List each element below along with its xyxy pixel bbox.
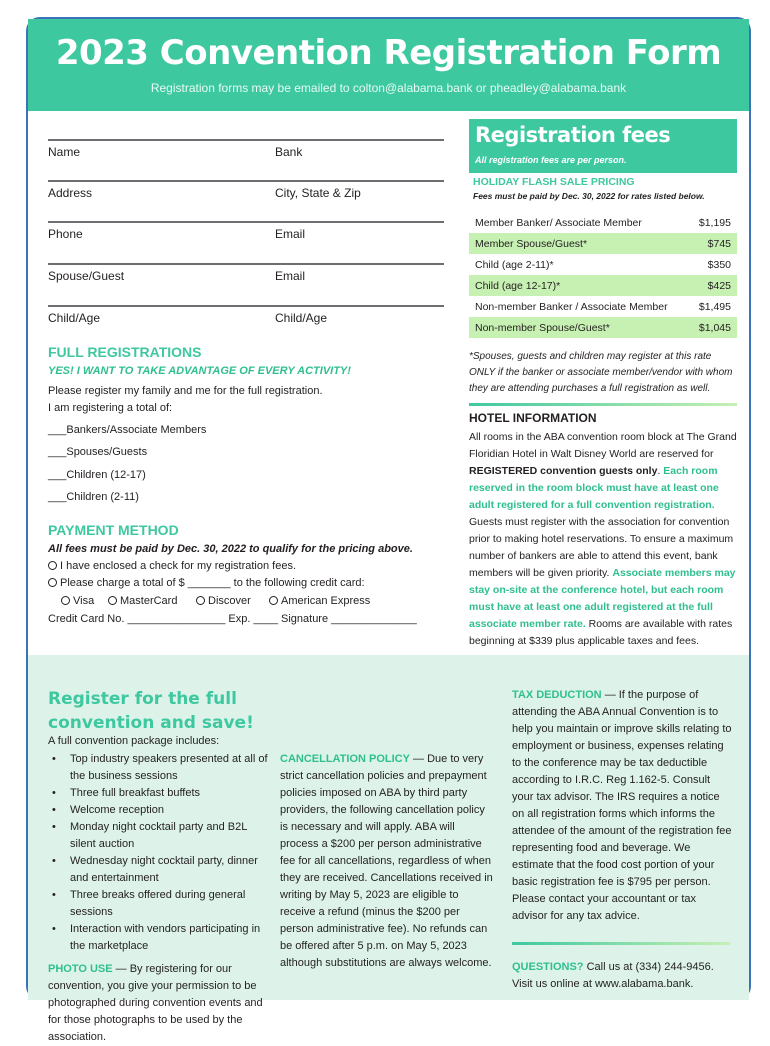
list-item: • Interaction with vendors participating in the marketplace	[48, 921, 270, 955]
header-banner	[28, 19, 749, 111]
children-12-17-count-field[interactable]: ___Children (12-17)	[48, 469, 146, 481]
cancellation-label: CANCELLATION POLICY	[280, 753, 410, 765]
divider	[469, 403, 737, 406]
fee-price: $1,045	[698, 321, 731, 334]
table-row	[469, 296, 737, 317]
fee-price: $1,195	[698, 216, 731, 229]
hotel-text-4: Each room reserved in the room block must have at least one adult registered for a full convention registration.	[469, 465, 719, 511]
field-line	[48, 139, 444, 141]
cancellation-body: — Due to very strict cancellation policies and prepayment policies imposed on ABA by third party providers, the following cancellation policy is necessary and will apply. ABA will process a $200 per person administrative fee for all cancellations, regardless of when they are received. Cancellations received in writing by May 5, 2023 are eligible to receive a refund (minus the $200 per person administrative fee). No refunds can be offered after 5 p.m. on May 5, 2023 although substitutions are always welcome.	[280, 753, 493, 969]
fee-label: Child (age 12-17)*	[475, 279, 561, 292]
field-line	[48, 263, 444, 265]
list-item: • Monday night cocktail party and B2L silent auction	[48, 819, 270, 853]
sale-heading: HOLIDAY FLASH SALE PRICING	[473, 176, 635, 188]
check-option[interactable]	[48, 558, 296, 575]
phone-field[interactable]: Phone	[48, 227, 83, 241]
hotel-text-3: .	[657, 465, 664, 477]
hotel-text-7: Rooms are available with rates beginning at $339 plus applicable taxes and fees.	[469, 618, 733, 647]
questions-text	[512, 959, 727, 993]
card-option[interactable]	[48, 575, 365, 592]
hotel-text	[469, 429, 739, 650]
radio-icon	[48, 578, 57, 587]
fee-label: Child (age 2-11)*	[475, 258, 554, 271]
child-age-field-2[interactable]: Child/Age	[275, 311, 328, 325]
mastercard-label: MasterCard	[120, 595, 178, 607]
hotel-text-2: REGISTERED convention guests only	[469, 465, 658, 477]
fee-price: $745	[707, 237, 731, 250]
hotel-text-5: Guests must register with the association for convention prior to making hotel reservations. To ensure a maximum number of bankers are able to attend this event, bank members will be given priority.	[469, 516, 734, 579]
name-field[interactable]: Name	[48, 145, 81, 159]
fee-price: $350	[707, 258, 731, 271]
payment-note: All fees must be paid by Dec. 30, 2022 to qualify for the pricing above.	[48, 543, 413, 555]
visa-label: Visa	[73, 595, 95, 607]
credit-card-line[interactable]: Credit Card No. ________________ Exp. ____ Signature ______________	[48, 613, 417, 625]
check-option-label: I have enclosed a check for my registration fees.	[60, 560, 297, 572]
questions-body: Call us at (334) 244-9456. Visit us online at www.alabama.bank.	[512, 961, 714, 990]
fee-label: Member Banker/ Associate Member	[475, 216, 642, 229]
field-line	[48, 221, 444, 223]
page-subtitle: Registration forms may be emailed to colton@alabama.bank or pheadley@alabama.bank	[150, 81, 627, 95]
photo-use-text	[48, 961, 266, 1046]
bankers-count-field[interactable]: ___Bankers/Associate Members	[48, 424, 207, 436]
full-registrations-tagline: YES! I WANT TO TAKE ADVANTAGE OF EVERY ACTIVITY!	[48, 365, 351, 377]
guest-email-field[interactable]: Email	[275, 269, 306, 283]
fees-table	[469, 212, 737, 338]
sale-note: Fees must be paid by Dec. 30, 2022 for rates listed below.	[473, 191, 705, 201]
full-registrations-heading: FULL REGISTRATIONS	[48, 344, 202, 360]
registration-fees-banner	[469, 119, 737, 173]
hotel-text-6: Associate members may stay on-site at the conference hotel, but each room must have at least one adult registered at the full associate member rate.	[469, 567, 736, 630]
registration-line-2: I am registering a total of:	[48, 402, 173, 414]
tax-text	[512, 687, 732, 925]
registration-fees-subtitle: All registration fees are per person.	[475, 155, 627, 165]
spacer	[280, 683, 495, 751]
field-line	[48, 305, 444, 307]
children-2-11-count-field[interactable]: ___Children (2-11)	[48, 491, 139, 503]
bank-field[interactable]: Bank	[275, 145, 303, 159]
radio-icon	[196, 596, 205, 605]
registration-line-1: Please register my family and me for the full registration.	[48, 385, 323, 397]
photo-use-body: — By registering for our convention, you give your permission to be photographed during convention events and for those photographs to be used by the association.	[48, 963, 263, 1043]
hotel-heading: HOTEL INFORMATION	[469, 411, 597, 425]
payment-method-heading: PAYMENT METHOD	[48, 522, 179, 538]
page-title: 2023 Convention Registration Form	[55, 33, 722, 73]
radio-icon	[61, 596, 70, 605]
tax-label: TAX DEDUCTION	[512, 689, 602, 701]
radio-icon	[108, 596, 117, 605]
radio-icon	[269, 596, 278, 605]
mastercard-option[interactable]	[108, 593, 177, 610]
bottom-panel	[28, 655, 749, 1043]
fee-price: $1,495	[698, 300, 731, 313]
fee-label: Member Spouse/Guest*	[475, 237, 588, 250]
hotel-text-1: All rooms in the ABA convention room block at The Grand Floridian Hotel in Walt Disney World are reserved for	[469, 431, 737, 460]
fee-price: $425	[707, 279, 731, 292]
radio-icon	[48, 561, 57, 570]
divider	[512, 942, 730, 945]
fee-label: Non-member Banker / Associate Member	[475, 300, 668, 313]
form-frame	[26, 17, 751, 1043]
card-option-label: Please charge a total of $ _______ to the following credit card:	[60, 577, 365, 589]
address-field[interactable]: Address	[48, 186, 93, 200]
fee-label: Non-member Spouse/Guest*	[475, 321, 610, 334]
city-state-zip-field[interactable]: City, State & Zip	[275, 186, 361, 200]
promo-intro: A full convention package includes:	[48, 735, 220, 747]
tax-body: — If the purpose of attending the ABA Annual Convention is to help you maintain or improve skills relating to employment or business, expenses relating to the conference may be tax deductible according to I.R.C. Reg 1.162-5. Consult your tax advisor. The IRS requires a notice on all registration forms which informs the attendee of the amount of the registration fee representing food and beverage. We estimate that the food cost portion of your basic registration fee is $795 per person. Please contact your accountant or tax advisor for any tax advice.	[512, 689, 732, 922]
list-item: • Three full breakfast buffets	[48, 785, 270, 802]
visa-option[interactable]	[61, 593, 94, 610]
spouses-count-field[interactable]: ___Spouses/Guests	[48, 446, 148, 458]
table-row	[469, 275, 737, 296]
promo-list	[48, 751, 270, 955]
table-row	[469, 254, 737, 275]
spouse-guest-field[interactable]: Spouse/Guest	[48, 269, 125, 283]
table-row	[469, 212, 737, 233]
registration-fees-title: Registration fees	[475, 123, 671, 147]
amex-label: American Express	[281, 595, 371, 607]
list-item: • Three breaks offered during general sessions	[48, 887, 270, 921]
email-field[interactable]: Email	[275, 227, 306, 241]
fees-footnote: *Spouses, guests and children may register at this rate ONLY if the banker or associate member/vendor with whom they are attending purchases a full registration as well.	[469, 351, 733, 394]
discover-option[interactable]	[196, 593, 251, 610]
list-item: • Welcome reception	[48, 802, 270, 819]
photo-use-label: PHOTO USE	[48, 963, 113, 975]
promo-heading: Register for the full convention and save!	[48, 689, 254, 733]
list-item: • Top industry speakers presented at all of the business sessions	[48, 751, 270, 785]
cancellation-text	[280, 683, 495, 972]
table-row	[469, 317, 737, 338]
questions-label: QUESTIONS?	[512, 961, 584, 973]
list-item: • Wednesday night cocktail party, dinner and entertainment	[48, 853, 270, 887]
child-age-field-1[interactable]: Child/Age	[48, 311, 101, 325]
discover-label: Discover	[208, 595, 251, 607]
amex-option[interactable]	[269, 593, 370, 610]
table-row	[469, 233, 737, 254]
field-line	[48, 180, 444, 182]
